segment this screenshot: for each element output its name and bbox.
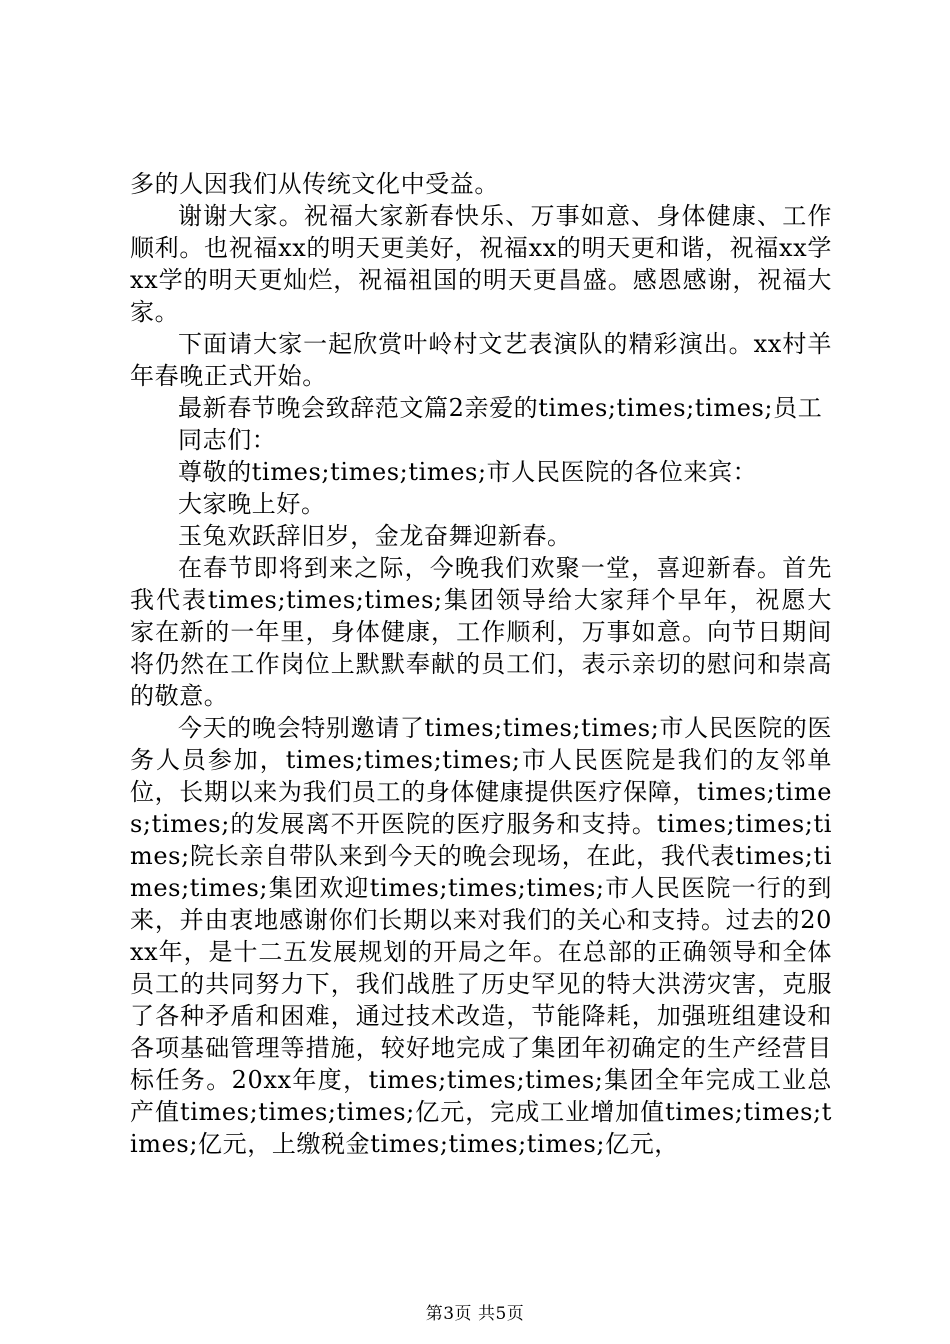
salutation: 尊敬的times;times;times;市人民医院的各位来宾：	[178, 458, 758, 486]
greeting: 大家晚上好。	[178, 490, 326, 518]
page-footer	[0, 1304, 950, 1324]
page-number: 第3页 共5页	[425, 1304, 525, 1324]
paragraph: 多的人因我们从传统文化中受益。	[130, 170, 499, 198]
salutation: 同志们：	[178, 426, 277, 454]
paragraph: 今天的晚会特别邀请了times;times;times;市人民医院的医务人员参加，times;times;times;市人民医院是我们的友邻单位，长期以来为我们员工的身体健康提供医疗保障，times;times;times;的发展离不开医院的医疗服务和支持。times;times;times;院长亲自带队来到今天的晚会现场，在此，我代表times;times;times;集团欢迎times;times;times;市人民医院一行的到来，并由衷地感谢你们长期以来对我们的关心和支持。过去的20xx年，是十二五发展规划的开局之年。在总部的正确领导和全体员工的共同努力下，我们战胜了历史罕见的特大洪涝灾害，克服了各种矛盾和困难，通过技术改造，节能降耗，加强班组建设和各项基础管理等措施，较好地完成了集团年初确定的生产经营目标任务。20xx年度，times;times;times;集团全年完成工业总产值times;times;times;亿元，完成工业增加值times;times;times;亿元，上缴税金times;times;times;亿元，	[130, 714, 832, 1158]
paragraph: 下面请大家一起欣赏叶岭村文艺表演队的精彩演出。xx村羊年春晚正式开始。	[130, 330, 832, 390]
section-heading: 最新春节晚会致辞范文篇2亲爱的times;times;times;员工	[178, 394, 823, 422]
paragraph: 谢谢大家。祝福大家新春快乐、万事如意、身体健康、工作顺利。也祝福xx的明天更美好，祝福xx的明天更和谐，祝福xx学xx学的明天更灿烂，祝福祖国的明天更昌盛。感恩感谢，祝福大家。	[130, 202, 832, 326]
document-body	[130, 168, 832, 1160]
paragraph: 玉兔欢跃辞旧岁，金龙奋舞迎新春。	[178, 522, 572, 550]
paragraph: 在春节即将到来之际，今晚我们欢聚一堂，喜迎新春。首先我代表times;times;times;集团领导给大家拜个早年，祝愿大家在新的一年里，身体健康，工作顺利，万事如意。向节日期间将仍然在工作岗位上默默奉献的员工们，表示亲切的慰问和崇高的敬意。	[130, 554, 832, 710]
